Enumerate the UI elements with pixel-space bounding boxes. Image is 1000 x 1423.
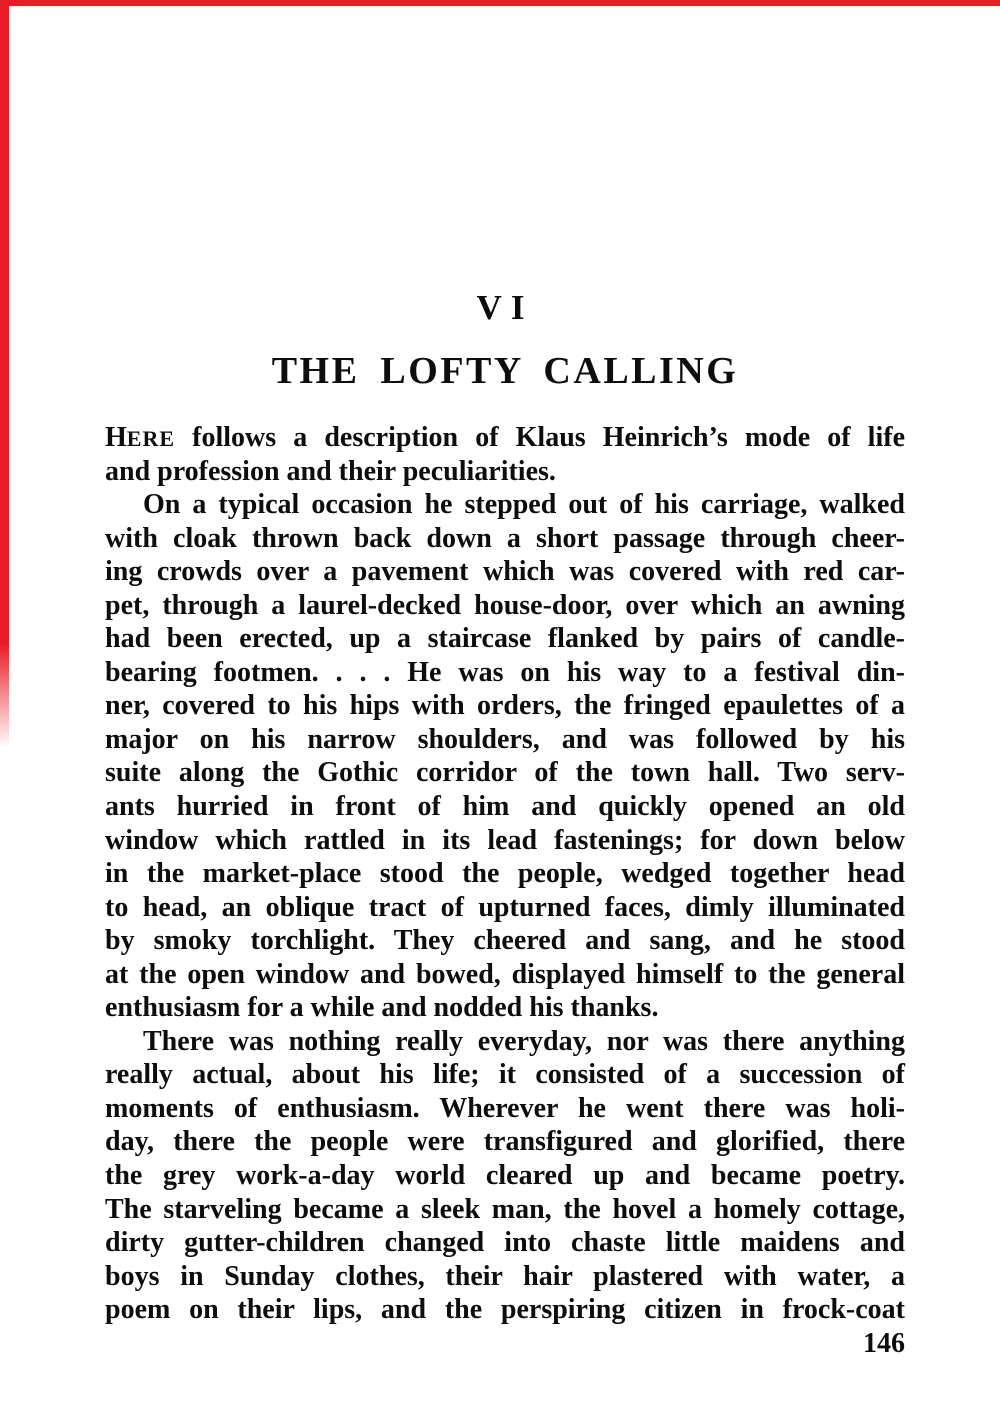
text-line: window which rattled in its lead fastenings; for down below <box>105 824 905 856</box>
text-line: boys in Sunday clothes, their hair plastered with water, a <box>105 1260 905 1292</box>
body-text <box>105 421 905 1327</box>
text-line: major on his narrow shoulders, and was followed by his <box>105 723 905 755</box>
page-number: 146 <box>863 1328 905 1359</box>
chapter-title: THE LOFTY CALLING <box>271 350 739 392</box>
text-line: in the market-place stood the people, wedged together head <box>105 858 905 890</box>
text-line: On a typical occasion he stepped out of his carriage, walked <box>143 489 905 521</box>
text-line: the grey work-a-day world cleared up and became poetry. <box>105 1160 905 1192</box>
text-line: ner, covered to his hips with orders, the fringed epaulettes of a <box>105 690 905 722</box>
text-line: ants hurried in front of him and quickly opened an old <box>105 791 905 823</box>
text-line: had been erected, up a staircase flanked by pairs of candle- <box>105 623 905 655</box>
text-line: dirty gutter-children changed into chaste little maidens and <box>105 1227 905 1259</box>
text-line: HERE follows a description of Klaus Heinrich’s mode of life <box>105 422 905 453</box>
text-line: The starveling became a sleek man, the hovel a homely cottage, <box>105 1193 905 1225</box>
text-line: moments of enthusiasm. Wherever he went there was holi- <box>105 1092 905 1124</box>
text-line: really actual, about his life; it consisted of a succession of <box>105 1059 905 1091</box>
text-line: day, there the people were transfigured and glorified, there <box>105 1126 905 1158</box>
text-line: at the open window and bowed, displayed himself to the general <box>105 958 905 990</box>
text-line: with cloak thrown back down a short passage through cheer- <box>105 522 905 554</box>
text-line: ing crowds over a pavement which was covered with red car- <box>105 556 905 588</box>
text-line: There was nothing really everyday, nor was there anything <box>143 1025 905 1057</box>
text-line: by smoky torchlight. They cheered and sang, and he stood <box>105 925 905 957</box>
text-line: enthusiasm for a while and nodded his thanks. <box>105 992 659 1024</box>
scan-edge-left <box>0 0 9 748</box>
text-line: poem on their lips, and the perspiring citizen in frock-coat <box>105 1294 905 1326</box>
scan-edge-top <box>0 0 1000 6</box>
small-caps-lead: ERE <box>126 426 176 451</box>
text-line: suite along the Gothic corridor of the town hall. Two serv- <box>105 757 905 789</box>
chapter-number: VI <box>476 288 534 327</box>
text-line: to head, an oblique tract of upturned faces, dimly illuminated <box>105 891 905 923</box>
text-line: bearing footmen. . . . He was on his way to a festival din- <box>105 656 905 688</box>
text-line: and profession and their peculiarities. <box>105 455 556 487</box>
text-line: pet, through a laurel-decked house-door, over which an awning <box>105 589 905 621</box>
